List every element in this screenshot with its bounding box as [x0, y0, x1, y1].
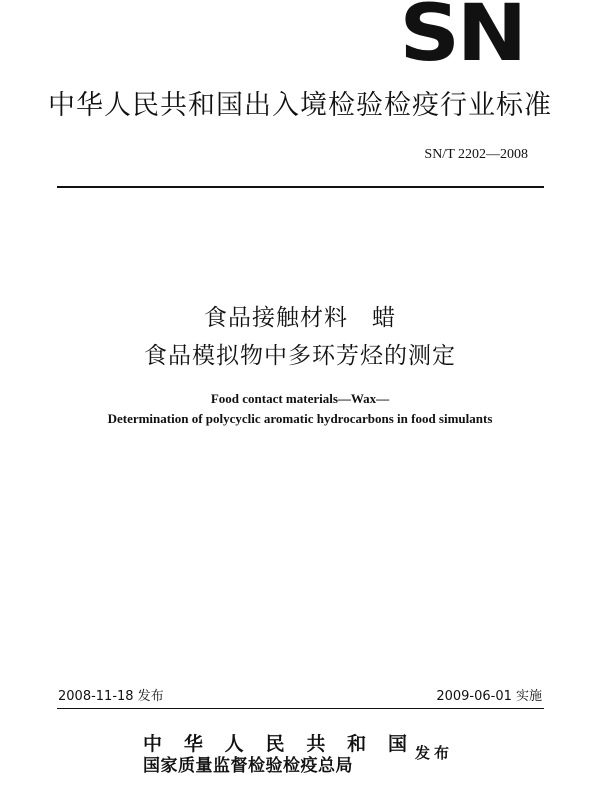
english-title-line-2: Determination of polycyclic aromatic hydrocarbons in food simulants	[107, 411, 493, 426]
bottom-divider	[57, 708, 544, 709]
issuing-authority	[143, 733, 407, 777]
issuer-line-1: 中 华 人 民 共 和 国	[143, 733, 407, 755]
standard-code: SN/T 2202—2008	[424, 147, 528, 162]
issuer-line-2: 国家质量监督检验检疫总局	[143, 756, 353, 776]
implementation-date: 2009-06-01 实施	[436, 689, 542, 704]
org-title: 中华人民共和国出入境检验检疫行业标准	[48, 90, 552, 121]
issue-date: 2008-11-18 发布	[58, 689, 164, 704]
publish-label: 发布	[415, 744, 454, 762]
top-divider	[57, 186, 544, 188]
chinese-title-line-2: 食品模拟物中多环芳烃的测定	[144, 343, 456, 369]
sn-logo: SN	[399, 0, 525, 79]
chinese-title-line-1: 食品接触材料 蜡	[204, 305, 396, 331]
english-title-line-1: Food contact materials—Wax—	[210, 391, 390, 406]
